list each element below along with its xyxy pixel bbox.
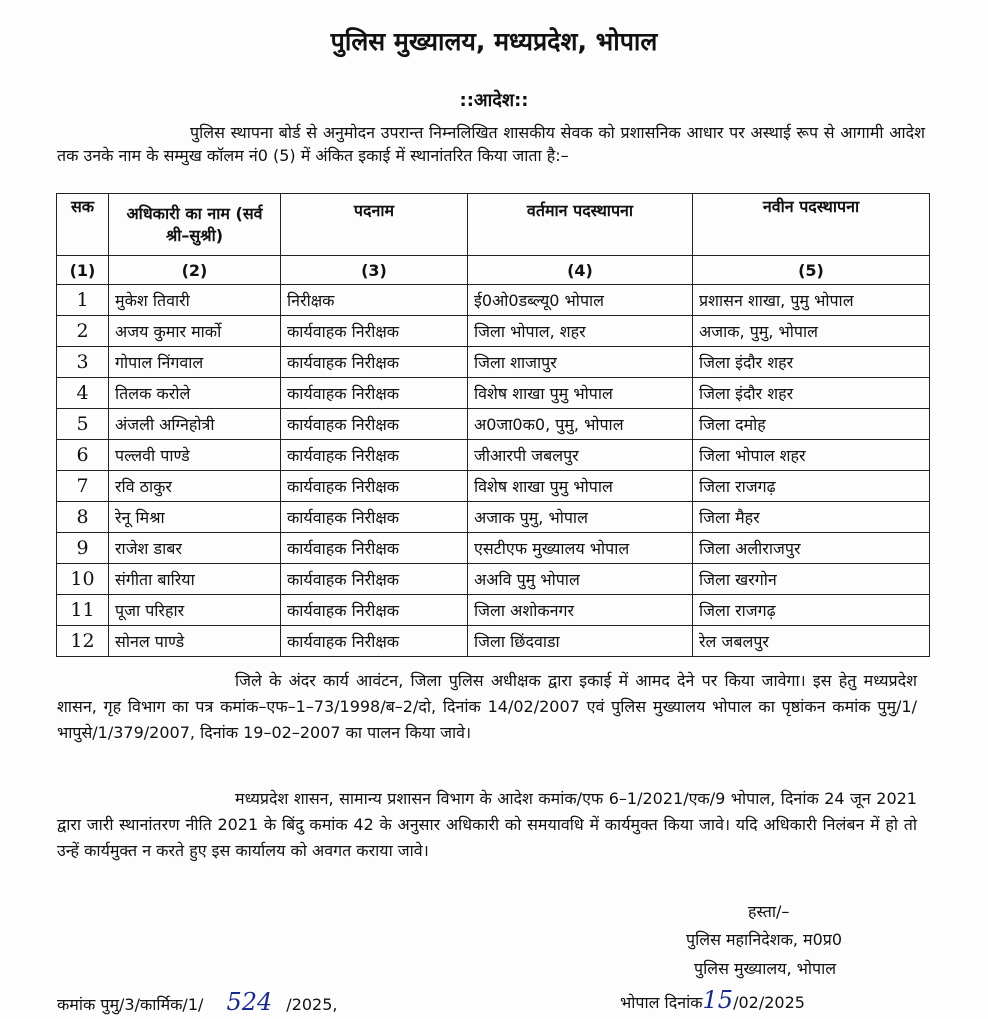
new-posting: प्रशासन शाखा, पुमु भोपाल	[693, 285, 930, 316]
new-posting: जिला राजगढ़	[693, 471, 930, 502]
row-serial: 5	[57, 409, 109, 440]
designation: कार्यवाहक निरीक्षक	[281, 409, 468, 440]
designation: निरीक्षक	[281, 285, 468, 316]
col-header-new-posting: नवीन पदस्थापना	[693, 194, 930, 256]
allocation-paragraph	[57, 668, 917, 746]
designation: कार्यवाहक निरीक्षक	[281, 471, 468, 502]
current-posting: ई0ओ0डब्ल्यू0 भोपाल	[468, 285, 693, 316]
table-row	[57, 564, 930, 595]
new-posting: रेल जबलपुर	[693, 626, 930, 657]
table-row	[57, 440, 930, 471]
handwritten-ref-number: 524	[226, 988, 273, 1016]
row-serial: 11	[57, 595, 109, 626]
relieving-paragraph	[57, 786, 917, 864]
designation: कार्यवाहक निरीक्षक	[281, 440, 468, 471]
new-posting: जिला भोपाल शहर	[693, 440, 930, 471]
row-serial: 12	[57, 626, 109, 657]
col-number: (5)	[693, 256, 930, 285]
intro-paragraph	[57, 121, 925, 167]
officer-name: अजय कुमार मार्को	[109, 316, 281, 347]
designation: कार्यवाहक निरीक्षक	[281, 378, 468, 409]
row-serial: 3	[57, 347, 109, 378]
row-serial: 1	[57, 285, 109, 316]
designation: कार्यवाहक निरीक्षक	[281, 595, 468, 626]
officer-name: संगीता बारिया	[109, 564, 281, 595]
col-header-current-posting: वर्तमान पदस्थापना	[468, 194, 693, 256]
current-posting: जिला शाजापुर	[468, 347, 693, 378]
row-serial: 6	[57, 440, 109, 471]
designation: कार्यवाहक निरीक्षक	[281, 502, 468, 533]
reference-number	[57, 988, 338, 1019]
officer-name: पूजा परिहार	[109, 595, 281, 626]
new-posting: जिला दमोह	[693, 409, 930, 440]
table-row	[57, 595, 930, 626]
designation: कार्यवाहक निरीक्षक	[281, 564, 468, 595]
signed-mark: हस्ता/–	[748, 902, 790, 921]
current-posting: जिला छिंदवाडा	[468, 626, 693, 657]
date-suffix: /02/2025	[733, 993, 805, 1012]
table-row	[57, 285, 930, 316]
intro-text: पुलिस स्थापना बोर्ड से अनुमोदन उपरान्त निम्नलिखित शासकीय सेवक को प्रशासनिक आधार पर अस्थाई रूप से आगामी आदेश तक उनके नाम के सम्मुख कॉलम नं0 (5) में अंकित इकाई में स्थानांतरित किया जाता है:–	[57, 123, 925, 165]
ref-suffix: /2025,	[286, 995, 338, 1014]
table-row	[57, 626, 930, 657]
officer-name: मुकेश तिवारी	[109, 285, 281, 316]
current-posting: जिला भोपाल, शहर	[468, 316, 693, 347]
current-posting: जीआरपी जबलपुर	[468, 440, 693, 471]
signatory-office: पुलिस मुख्यालय, भोपाल	[694, 959, 837, 978]
col-header-serial: सक	[57, 194, 109, 256]
row-serial: 9	[57, 533, 109, 564]
row-serial: 2	[57, 316, 109, 347]
table-header-row	[57, 194, 930, 256]
relieving-text: मध्यप्रदेश शासन, सामान्य प्रशासन विभाग के आदेश कमांक/एफ 6–1/2021/एक/9 भोपाल, दिनांक 24 जून 2021 द्वारा जारी स्थानांतरण नीति 2021 के बिंदु कमांक 42 के अनुसार अधिकारी को समयावधि में कार्यमुक्त किया जावे। यदि अधिकारी निलंबन में हो तो उन्हें कार्यमुक्त न करते हुए इस कार्यालय को अवगत कराया जावे।	[57, 789, 917, 860]
current-posting: विशेष शाखा पुमु भोपाल	[468, 471, 693, 502]
row-serial: 7	[57, 471, 109, 502]
issue-date	[620, 986, 805, 1017]
officer-name: अंजली अग्निहोत्री	[109, 409, 281, 440]
column-number-row	[57, 256, 930, 285]
new-posting: जिला मैहर	[693, 502, 930, 533]
current-posting: जिला अशोकनगर	[468, 595, 693, 626]
current-posting: अ0जा0क0, पुमु, भोपाल	[468, 409, 693, 440]
row-serial: 4	[57, 378, 109, 409]
current-posting: अअवि पुमु भोपाल	[468, 564, 693, 595]
table-row	[57, 471, 930, 502]
table-row	[57, 533, 930, 564]
officer-name: राजेश डाबर	[109, 533, 281, 564]
table-row	[57, 347, 930, 378]
transfer-table	[56, 193, 930, 657]
table-row	[57, 316, 930, 347]
officer-name: सोनल पाण्डे	[109, 626, 281, 657]
current-posting: अजाक पुमु, भोपाल	[468, 502, 693, 533]
designation: कार्यवाहक निरीक्षक	[281, 347, 468, 378]
col-number: (3)	[281, 256, 468, 285]
designation: कार्यवाहक निरीक्षक	[281, 533, 468, 564]
signatory-designation: पुलिस महानिदेशक, म0प्र0	[686, 930, 843, 949]
ref-prefix: कमांक पुमु/3/कार्मिक/1/	[57, 995, 204, 1014]
new-posting: जिला राजगढ़	[693, 595, 930, 626]
handwritten-date-day: 15	[702, 986, 734, 1014]
date-prefix: भोपाल दिनांक	[620, 993, 703, 1012]
designation: कार्यवाहक निरीक्षक	[281, 626, 468, 657]
new-posting: जिला अलीराजपुर	[693, 533, 930, 564]
officer-name: रवि ठाकुर	[109, 471, 281, 502]
new-posting: अजाक, पुमु, भोपाल	[693, 316, 930, 347]
row-serial: 8	[57, 502, 109, 533]
current-posting: एसटीएफ मुख्यालय भोपाल	[468, 533, 693, 564]
officer-name: गोपाल निंगवाल	[109, 347, 281, 378]
row-serial: 10	[57, 564, 109, 595]
designation: कार्यवाहक निरीक्षक	[281, 316, 468, 347]
col-header-name: अधिकारी का नाम (सर्व श्री–सुश्री)	[109, 194, 281, 256]
new-posting: जिला इंदौर शहर	[693, 347, 930, 378]
officer-name: तिलक करोले	[109, 378, 281, 409]
col-number: (1)	[57, 256, 109, 285]
col-number: (4)	[468, 256, 693, 285]
office-title: पुलिस मुख्यालय, मध्यप्रदेश, भोपाल	[330, 27, 658, 56]
current-posting: विशेष शाखा पुमु भोपाल	[468, 378, 693, 409]
new-posting: जिला खरगोन	[693, 564, 930, 595]
table-row	[57, 502, 930, 533]
officer-name: रेनू मिश्रा	[109, 502, 281, 533]
col-number: (2)	[109, 256, 281, 285]
allocation-text: जिले के अंदर कार्य आवंटन, जिला पुलिस अधीक्षक द्वारा इकाई में आमद देने पर किया जावेगा। इस हेतु मध्यप्रदेश शासन, गृह विभाग का पत्र कमांक–एफ–1–73/1998/ब–2/दो, दिनांक 14/02/2007 एवं पुलिस मुख्यालय भोपाल का पृष्ठांकन कमांक पुमु/1/भापुसे/1/379/2007, दिनांक 19–02–2007 का पालन किया जावे।	[57, 671, 917, 742]
col-header-designation: पदनाम	[281, 194, 468, 256]
table-row	[57, 378, 930, 409]
new-posting: जिला इंदौर शहर	[693, 378, 930, 409]
officer-name: पल्लवी पाण्डे	[109, 440, 281, 471]
table-row	[57, 409, 930, 440]
order-heading: ::आदेश::	[459, 90, 529, 111]
